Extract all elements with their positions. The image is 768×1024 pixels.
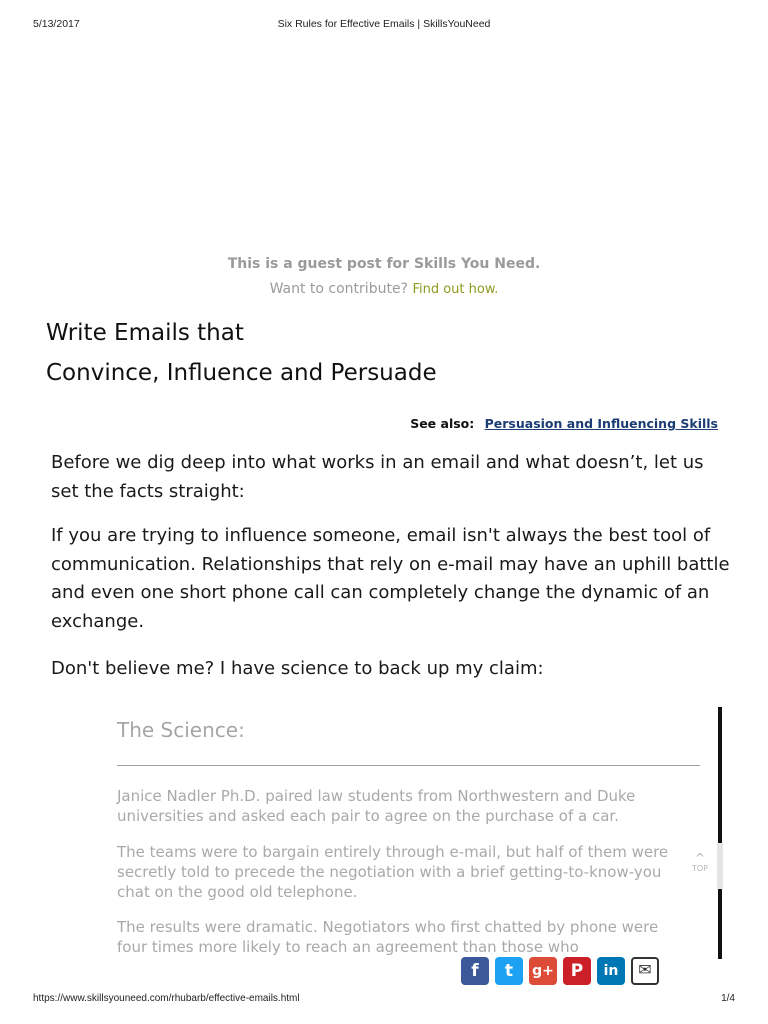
science-paragraph-2: The teams were to bargain entirely through e-mail, but half of them were secretly told to precede the negotiation with a brief getting-to-know-you chat on the good old telephone. xyxy=(117,843,669,901)
google-plus-icon[interactable]: g+ xyxy=(529,957,557,985)
email-icon[interactable]: ✉ xyxy=(631,957,659,985)
twitter-icon[interactable]: t xyxy=(495,957,523,985)
science-box-divider xyxy=(117,765,700,766)
top-label: TOP xyxy=(691,864,708,873)
linkedin-icon[interactable]: in xyxy=(597,957,625,985)
body-paragraph-1: Before we dig deep into what works in an email and what doesn’t, let us set the facts straight: xyxy=(51,452,704,502)
print-url: https://www.skillsyouneed.com/rhubarb/effective-emails.html xyxy=(33,993,300,1004)
page-number: 1/4 xyxy=(721,993,735,1004)
find-out-how-link[interactable]: Find out how. xyxy=(412,282,499,297)
print-date: 5/13/2017 xyxy=(33,18,80,30)
box-scrollbar[interactable] xyxy=(718,707,722,959)
body-paragraph-3: Don't believe me? I have science to back up my claim: xyxy=(51,658,544,679)
print-page-title: Six Rules for Effective Emails | SkillsYouNeed xyxy=(277,18,491,30)
pinterest-icon[interactable]: P xyxy=(563,957,591,985)
page-title-line-1: Write Emails that xyxy=(46,320,244,346)
chevron-up-icon: ^ xyxy=(694,851,706,865)
body-paragraph-2: If you are trying to influence someone, email isn't always the best tool of communication. Relationships that rely on e-mail may have an uphill battle and even one short phone call can completely change the dynamic of an exchange. xyxy=(51,525,730,632)
science-paragraph-3: The results were dramatic. Negotiators who first chatted by phone were four times more likely to reach an agreement than those who xyxy=(117,918,659,956)
guest-post-note: This is a guest post for Skills You Need. xyxy=(227,256,541,272)
see-also-label: See also: xyxy=(410,416,475,431)
contribute-line xyxy=(0,281,768,297)
share-bar xyxy=(461,957,665,985)
science-paragraph-1: Janice Nadler Ph.D. paired law students from Northwestern and Duke universities and asked each pair to agree on the purchase of a car. xyxy=(117,787,636,825)
see-also xyxy=(410,416,718,431)
back-to-top-button[interactable] xyxy=(686,852,714,873)
science-box-title: The Science: xyxy=(117,718,245,742)
box-scroll-thumb[interactable] xyxy=(717,843,723,889)
facebook-icon[interactable]: f xyxy=(461,957,489,985)
contribute-prefix: Want to contribute? xyxy=(269,281,408,297)
page-title-line-2: Convince, Influence and Persuade xyxy=(46,360,437,386)
see-also-link[interactable]: Persuasion and Influencing Skills xyxy=(484,416,718,431)
